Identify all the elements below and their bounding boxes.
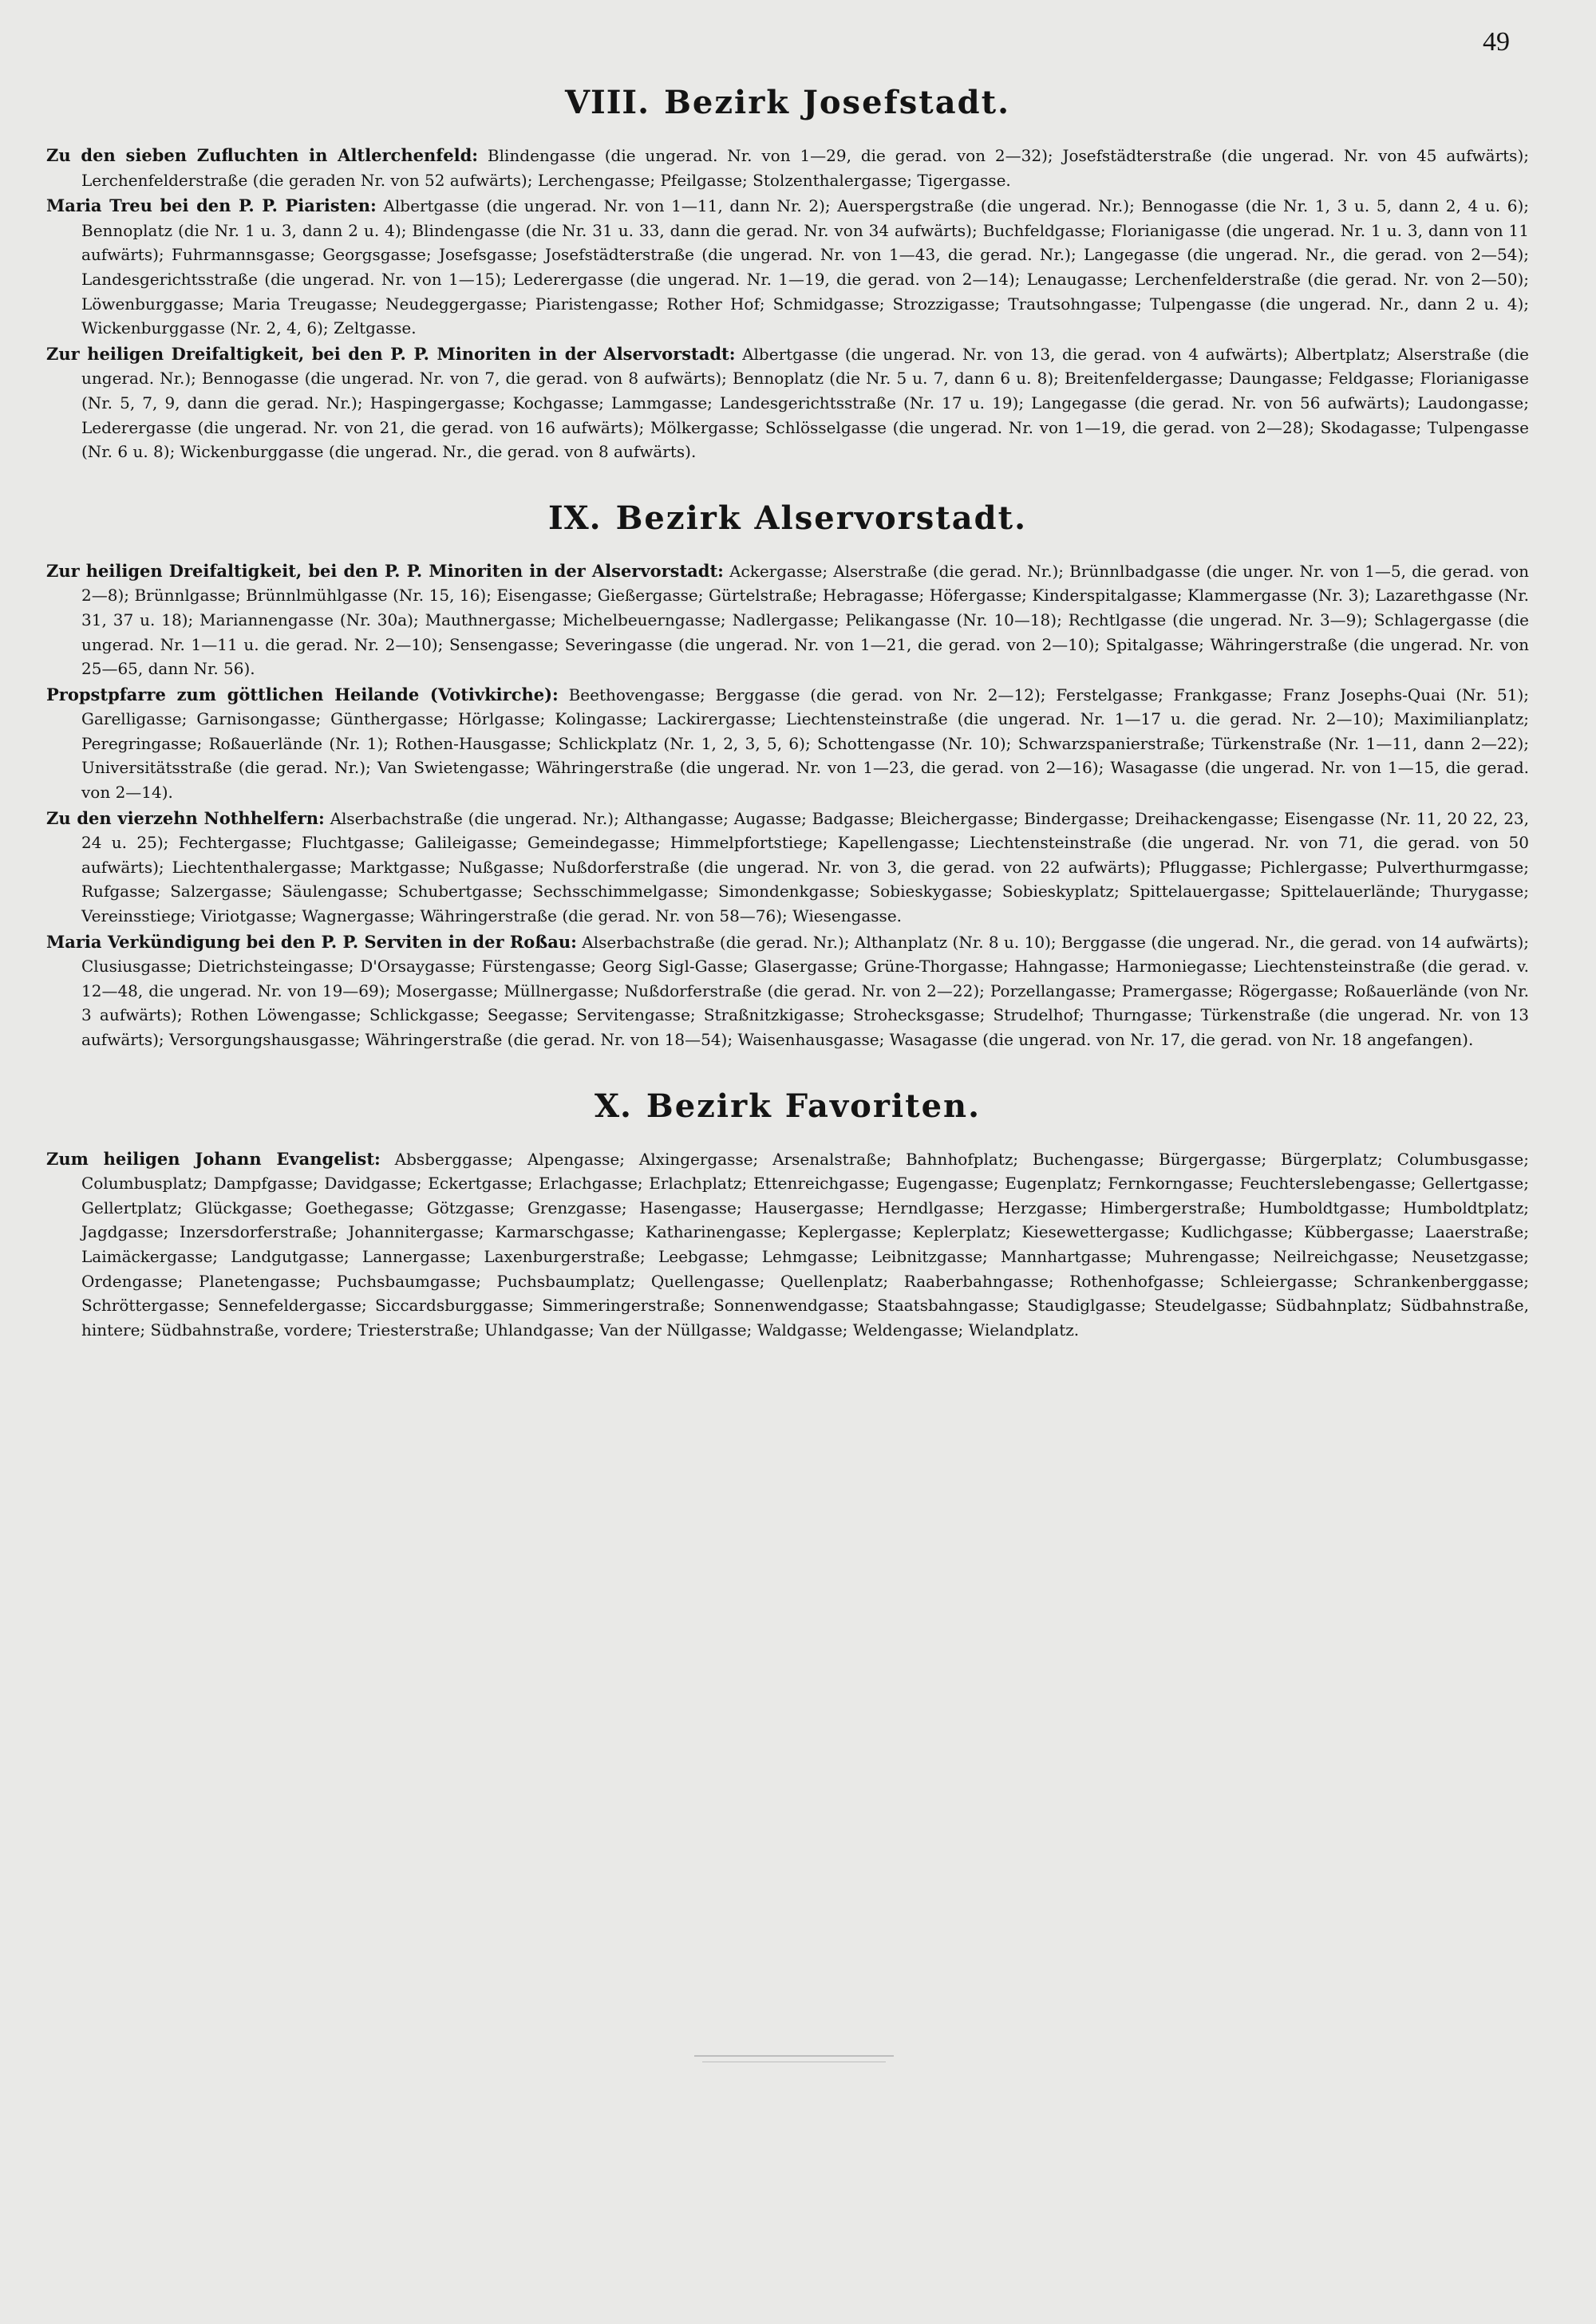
parish-entry bbox=[46, 342, 1529, 464]
street-list: Blindengasse (die ungerad. Nr. von 1—29, die gerad. von 2—32); Josefstädterstraße (die ungerad. Nr. von 45 aufwärts); Lerchenfelderstraße (die geraden Nr. von 52 aufwärts); Lerchengasse; Pfeilgasse; Stolzenthalergasse; Tigergasse. bbox=[81, 146, 1529, 190]
page-number: 49 bbox=[1483, 27, 1510, 57]
parish-name: Maria Verkündigung bei den P. P. Serviten in der Roßau: bbox=[46, 931, 577, 952]
street-list: Albertgasse (die ungerad. Nr. von 1—11, dann Nr. 2); Auerspergstraße (die ungerad. Nr.); Bennogasse (die Nr. 1, 3 u. 5, dann 2, 4 u. 6); Bennoplatz (die Nr. 1 u. 3, dann 2 u. 4); Blindengasse (die Nr. 31 u. 33, dann die gerad. Nr. von 34 aufwärts); Buchfeldgasse; Florianigasse (die ungerad. Nr. 1 u. 3, dann von 11 aufwärts); Fuhrmannsgasse; Georgsgasse; Josefsgasse; Josefstädterstraße (die ungerad. Nr. von 1—43, die gerad. Nr.); Langegasse (die ungerad. Nr., die gerad. von 2—54); Landesgerichtsstraße (die ungerad. Nr. von 1—15); Lederergasse (die ungerad. Nr. 1—19, die gerad. von 2—14); Lenaugasse; Lerchenfelderstraße (die gerad. Nr. von 2—50); Löwenburggasse; Maria Treugasse; Neudeggergasse; Piaristengasse; Rother Hof; Schmidgasse; Strozzigasse; Trautsohngasse; Tulpengasse (die ungerad. Nr., dann 2 u. 4); Wickenburggasse (Nr. 2, 4, 6); Zeltgasse. bbox=[81, 196, 1529, 338]
district-title: Bezirk Alservorstadt. bbox=[615, 499, 1028, 537]
street-list: Albertgasse (die ungerad. Nr. von 13, die gerad. von 4 aufwärts); Albertplatz; Alserstraße (die ungerad. Nr.); Bennogasse (die ungerad. Nr. von 7, die gerad. von 8 aufwärts); Bennoplatz (die Nr. 5 u. 7, dann 6 u. 8); Breitenfeldergasse; Daungasse; Feldgasse; Florianigasse (Nr. 5, 7, 9, dann die gerad. Nr.); Haspingergasse; Kochgasse; Lammgasse; Landesgerichtsstraße (Nr. 17 u. 19); Langegasse (die gerad. Nr. von 56 aufwärts); Laudongasse; Lederergasse (die ungerad. Nr. von 21, die gerad. von 16 aufwärts); Mölkergasse; Schlösselgasse (die ungerad. Nr. von 1—19, die gerad. von 2—28); Skodagasse; Tulpengasse (Nr. 6 u. 8); Wickenburggasse (die ungerad. Nr., die gerad. von 8 aufwärts). bbox=[81, 344, 1529, 462]
street-list: Absberggasse; Alpengasse; Alxingergasse; Arsenalstraße; Bahnhofplatz; Buchengasse; Bürgergasse; Bürgerplatz; Columbusgasse; Columbusplatz; Dampfgasse; Davidgasse; Eckertgasse; Erlachgasse; Erlachplatz; Ettenreichgasse; Eugengasse; Eugenplatz; Fernkorngasse; Feuchterslebengasse; Gellertgasse; Gellertplatz; Glückgasse; Goethegasse; Götzgasse; Grenzgasse; Hasengasse; Hausergasse; Herndlgasse; Herzgasse; Himbergerstraße; Humboldtgasse; Humboldtplatz; Jagdgasse; Inzersdorferstraße; Johannitergasse; Karmarschgasse; Katharinengasse; Keplergasse; Keplerplatz; Kiesewettergasse; Kudlichgasse; Kübbergasse; Laaerstraße; Laimäckergasse; Landgutgasse; Lannergasse; Laxenburgerstraße; Leebgasse; Lehmgasse; Leibnitzgasse; Mannhartgasse; Muhrengasse; Neilreichgasse; Neusetzgasse; Ordengasse; Planetengasse; Puchsbaumgasse; Puchsbaumplatz; Quellengasse; Quellenplatz; Raaberbahngasse; Rothenhofgasse; Schleiergasse; Schrankenberggasse; Schröttergasse; Sennefeldergasse; Siccardsburggasse; Simmeringerstraße; Sonnenwendgasse; Staatsbahngasse; Staudiglgasse; Steudelgasse; Südbahnplatz; Südbahnstraße, hintere; Südbahnstraße, vordere; Triesterstraße; Uhlandgasse; Van der Nüllgasse; Waldgasse; Weldengasse; Wielandplatz. bbox=[81, 1149, 1529, 1340]
district-heading bbox=[46, 499, 1529, 537]
parish-name: Zur heiligen Dreifaltigkeit, bei den P. P. Minoriten in der Alservorstadt: bbox=[46, 343, 736, 364]
parish-entry bbox=[46, 683, 1529, 805]
district-number: X. bbox=[594, 1087, 632, 1125]
street-list: Alserbachstraße (die gerad. Nr.); Althanplatz (Nr. 8 u. 10); Berggasse (die ungerad. Nr., die gerad. von 14 aufwärts); Clusiusgasse; Dietrichsteingasse; D'Orsaygasse; Fürstengasse; Georg Sigl-Gasse; Glasergasse; Grüne-Thorgasse; Hahngasse; Harmoniegasse; Liechtensteinstraße (die gerad. v. 12—48, die ungerad. Nr. von 19—69); Mosergasse; Müllnergasse; Nußdorferstraße (die gerad. Nr. von 2—22); Porzellangasse; Pramergasse; Rögergasse; Roßauerlände (von Nr. 3 aufwärts); Rothen Löwengasse; Schlickgasse; Seegasse; Servitengasse; Straßnitzkigasse; Strohecksgasse; Strudelhof; Thurngasse; Türkenstraße (die ungerad. Nr. von 13 aufwärts); Versorgungshausgasse; Währingerstraße (die gerad. Nr. von 18—54); Waisenhausgasse; Wasagasse (die ungerad. von Nr. 17, die gerad. von Nr. 18 angefangen). bbox=[81, 932, 1530, 1049]
street-list: Ackergasse; Alserstraße (die gerad. Nr.); Brünnlbadgasse (die unger. Nr. von 1—5, die gerad. von 2—8); Brünnlgasse; Brünnlmühlgasse (Nr. 15, 16); Eisengasse; Gießergasse; Gürtelstraße; Hebragasse; Höfergasse; Kinderspitalgasse; Klammergasse (Nr. 3); Lazarethgasse (Nr. 31, 37 u. 18); Mariannengasse (Nr. 30a); Mauthnergasse; Michelbeuerngasse; Nadlergasse; Pelikangasse (Nr. 10—18); Rechtlgasse (die ungerad. Nr. 3—9); Schlagergasse (die ungerad. Nr. 1—11 u. die gerad. Nr. 2—10); Sensengasse; Severingasse (die ungerad. Nr. von 1—21, die gerad. von 2—10); Spitalgasse; Währingerstraße (die ungerad. Nr. von 25—65, dann Nr. 56). bbox=[81, 561, 1529, 679]
parish-name: Zur heiligen Dreifaltigkeit, bei den P. P. Minoriten in der Alservorstadt: bbox=[46, 560, 724, 581]
decorative-rule bbox=[694, 2055, 894, 2057]
district-section-viii bbox=[46, 84, 1529, 464]
parish-entry bbox=[46, 1147, 1529, 1343]
parish-entry bbox=[46, 194, 1529, 341]
parish-name: Zu den sieben Zufluchten in Altlerchenfeld: bbox=[46, 145, 479, 165]
parish-name: Zum heiligen Johann Evangelist: bbox=[46, 1148, 381, 1169]
district-title: Bezirk Favoriten. bbox=[646, 1087, 982, 1125]
parish-entry bbox=[46, 144, 1529, 192]
parish-name: Maria Treu bei den P. P. Piaristen: bbox=[46, 195, 377, 216]
parish-name: Zu den vierzehn Nothhelfern: bbox=[46, 807, 325, 828]
parish-entry bbox=[46, 559, 1529, 681]
district-section-x bbox=[46, 1087, 1529, 1343]
district-heading bbox=[46, 84, 1529, 121]
district-number: IX. bbox=[547, 499, 602, 537]
district-heading bbox=[46, 1087, 1529, 1125]
parish-name: Propstpfarre zum göttlichen Heilande (Votivkirche): bbox=[46, 684, 559, 704]
street-list: Beethovengasse; Berggasse (die gerad. von Nr. 2—12); Ferstelgasse; Frankgasse; Franz Josephs-Quai (Nr. 51); Garelligasse; Garnisongasse; Günthergasse; Hörlgasse; Kolingasse; Lackirergasse; Liechtensteinstraße (die ungerad. Nr. 1—17 u. die gerad. Nr. 2—10); Maximilianplatz; Peregringasse; Roßauerlände (Nr. 1); Rothen-Hausgasse; Schlickplatz (Nr. 1, 2, 3, 5, 6); Schottengasse (Nr. 10); Schwarzspanierstraße; Türkenstraße (Nr. 1—11, dann 2—22); Universitätsstraße (die gerad. Nr.); Van Swietengasse; Währingerstraße (die ungerad. Nr. von 1—23, die gerad. von 2—16); Wasagasse (die ungerad. Nr. von 1—15, die gerad. von 2—14). bbox=[81, 685, 1530, 803]
parish-entry bbox=[46, 930, 1529, 1052]
district-number: VIII. bbox=[564, 84, 650, 121]
district-section-ix bbox=[46, 499, 1529, 1052]
district-title: Bezirk Josefstadt. bbox=[664, 84, 1011, 121]
street-list: Alserbachstraße (die ungerad. Nr.); Althangasse; Augasse; Badgasse; Bleichergasse; Bindergasse; Dreihackengasse; Eisengasse (Nr. 11, 20 22, 23, 24 u. 25); Fechtergasse; Fluchtgasse; Galileigasse; Gemeindegasse; Himmelpfortstiege; Kapellengasse; Liechtensteinstraße (die ungerad. Nr. von 71, die gerad. von 50 aufwärts); Liechtenthalergasse; Marktgasse; Nußgasse; Nußdorferstraße (die ungerad. Nr. von 3, die gerad. von 22 aufwärts); Pfluggasse; Pichlergasse; Pulverthurmgasse; Rufgasse; Salzergasse; Säulengasse; Schubertgasse; Sechsschimmelgasse; Simondenkgasse; Sobieskygasse; Sobieskyplatz; Spittelauergasse; Spittelauerlände; Thurygasse; Vereinsstiege; Viriotgasse; Wagnergasse; Währingerstraße (die gerad. Nr. von 58—76); Wiesengasse. bbox=[81, 808, 1529, 926]
page-content bbox=[46, 84, 1529, 1377]
parish-entry bbox=[46, 807, 1529, 929]
